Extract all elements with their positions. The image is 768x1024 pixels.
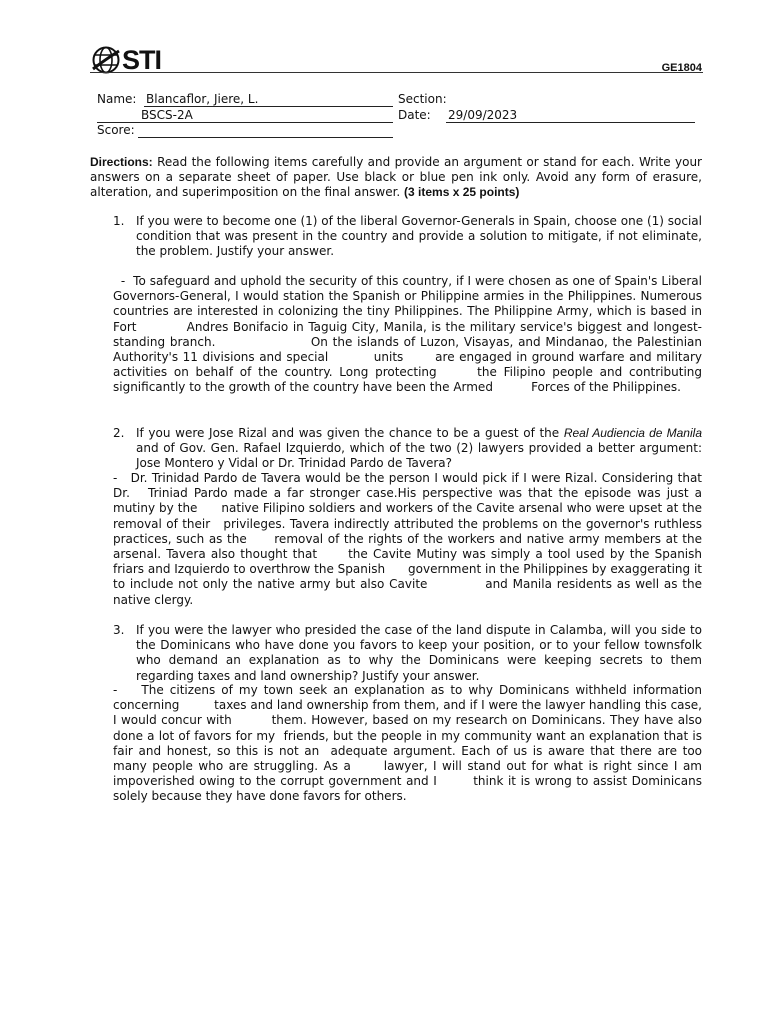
question-text-part: If you were Jose Rizal and was given the chance to be a guest of the xyxy=(136,426,564,440)
globe-icon xyxy=(91,45,121,75)
section-label: Section: xyxy=(398,92,447,106)
course-value: BSCS-2A xyxy=(141,107,193,122)
answer-3: - The citizens of my town seek an explanation as to why Dominicans withheld information concerning taxes and land ownership from them, and if I were the lawyer handling this case, I would concur with them. However, based on my research on Dominicans. They have also done a lot of favors for my friends, but the people in my community want an explanation that is fair and honest, so this is not an adequate argument. Each of us is aware that there are too many people who are struggling. As a lawyer, I will stand out for what is right since I am impoverished owing to the corrupt government and I think it is wrong to assist Dominicans solely because they have done favors for others. xyxy=(113,683,706,804)
answer-1: - To safeguard and uphold the security of this country, if I were chosen as one of Spain's Liberal Governors-General, I would station the Spanish or Philippine armies in the Philippines. Numerous countries are interested in colonizing the tiny Philippines. The Philippine Army, which is based in Fort Andres Bonifacio in Taguig City, Manila, is the military service's biggest and longest-standing branch. On the islands of Luzon, Visayas, and Mindanao, the Palestinian Authority's 11 divisions and special units are engaged in ground warfare and military activities on behalf of the country. Long protecting the Filipino people and contributing significantly to the growth of the country have been the Armed Forces of the Philippines. xyxy=(113,274,714,395)
date-field[interactable] xyxy=(446,108,695,123)
question-text: If you were to become one (1) of the liberal Governor-Generals in Spain, choose one (1) social condition that was present in the country and provide a solution to mitigate, if not eliminate, the problem. Justify your answer. xyxy=(136,214,702,259)
question-text: If you were the lawyer who presided the case of the land dispute in Calamba, will you side to the Dominicans who have done you favors to keep your position, or to your fellow townsfolk who demand an explanation as to why the Dominicans were keeping secrets to them regarding taxes and land ownership? Justify your answer. xyxy=(136,623,702,683)
sti-logo xyxy=(91,45,161,75)
question-number: 3. xyxy=(113,623,125,637)
header-divider xyxy=(90,72,703,73)
question-3 xyxy=(113,623,702,684)
score-field[interactable] xyxy=(138,123,393,138)
name-value: Blancaflor, Jiere, L. xyxy=(146,92,259,106)
directions xyxy=(90,155,702,200)
course-field[interactable] xyxy=(97,108,393,123)
question-number: 1. xyxy=(113,214,125,228)
question-text xyxy=(136,426,702,472)
date-value: 29/09/2023 xyxy=(448,107,518,122)
name-label: Name: xyxy=(97,92,137,106)
question-text-italic: Real Audiencia de Manila xyxy=(563,426,702,440)
question-number: 2. xyxy=(113,426,125,440)
question-text-part: and of Gov. Gen. Rafael Izquierdo, which of the two (2) lawyers provided a better argument: Jose Montero y Vidal or Dr. Trinidad Pardo de Tavera? xyxy=(136,441,702,471)
date-label: Date: xyxy=(398,107,431,122)
directions-label: Directions: xyxy=(90,155,153,169)
answer-2: - Dr. Trinidad Pardo de Tavera would be the person I would pick if I were Rizal. Considering that Dr. Triniad Pardo made a far stronger case.His perspective was that the episode was just a mutiny by the native Filipino soldiers and workers of the Cavite arsenal who were upset at the removal of their privileges. Tavera indirectly attributed the problems on the governor's ruthless practices, such as the removal of the rights of the workers and native army members at the arsenal. Tavera also thought that the Cavite Mutiny was simply a tool used by the Spanish friars and Izquierdo to overthrow the Spanish government in the Philippines by exaggerating it to include not only the native army but also Cavite and Manila residents as well as the native clergy. xyxy=(113,471,706,607)
score-label: Score: xyxy=(97,123,135,137)
question-2 xyxy=(113,426,702,472)
question-1 xyxy=(113,214,702,260)
name-field[interactable] xyxy=(144,92,393,107)
directions-text: Read the following items carefully and provide an argument or stand for each. Write your answers on a separate sheet of paper. Use black or blue pen ink only. Avoid any form of erasure, alteration, and superimposition on the final answer. xyxy=(90,155,702,199)
logo-text: STI xyxy=(122,45,162,75)
course-code: GE1804 xyxy=(661,62,702,74)
directions-points: (3 items x 25 points) xyxy=(404,185,520,199)
